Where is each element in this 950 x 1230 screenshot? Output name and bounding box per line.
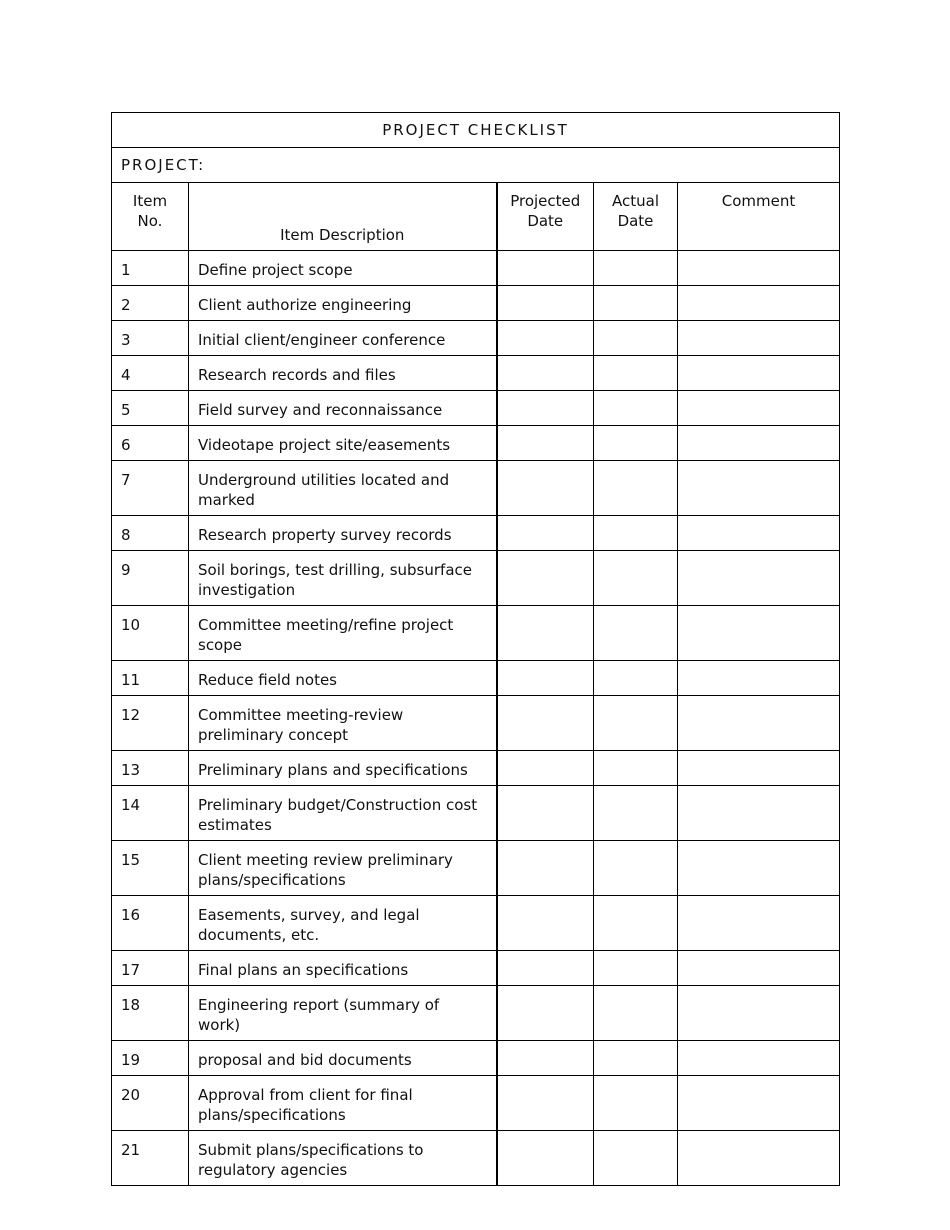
projected-date-cell[interactable] [497, 1131, 594, 1186]
table-row [112, 786, 840, 841]
projected-date-cell[interactable] [497, 251, 594, 286]
actual-date-cell[interactable] [594, 1076, 678, 1131]
item-number: 20 [112, 1076, 189, 1131]
comment-cell[interactable] [678, 951, 840, 986]
projected-date-cell[interactable] [497, 786, 594, 841]
table-row [112, 426, 840, 461]
project-row [112, 148, 840, 183]
table-row [112, 1041, 840, 1076]
comment-cell[interactable] [678, 986, 840, 1041]
comment-cell[interactable] [678, 1131, 840, 1186]
item-number: 19 [112, 1041, 189, 1076]
project-checklist-table [111, 112, 840, 1186]
actual-date-header-line-2: Date [617, 212, 654, 230]
item-description: Preliminary budget/Construction cost estimates [189, 786, 497, 841]
projected-date-cell[interactable] [497, 606, 594, 661]
comment-cell[interactable] [678, 841, 840, 896]
item-description: Easements, survey, and legal documents, etc. [189, 896, 497, 951]
table-row [112, 896, 840, 951]
table-row [112, 841, 840, 896]
comment-cell[interactable] [678, 286, 840, 321]
table-row [112, 1076, 840, 1131]
actual-date-cell[interactable] [594, 461, 678, 516]
item-description: Committee meeting/refine project scope [189, 606, 497, 661]
item-number: 21 [112, 1131, 189, 1186]
table-row [112, 606, 840, 661]
projected-date-cell[interactable] [497, 661, 594, 696]
actual-date-cell[interactable] [594, 896, 678, 951]
item-description: Initial client/engineer conference [189, 321, 497, 356]
item-number: 8 [112, 516, 189, 551]
comment-cell[interactable] [678, 786, 840, 841]
comment-cell[interactable] [678, 321, 840, 356]
table-row [112, 661, 840, 696]
item-description: Client meeting review preliminary plans/specifications [189, 841, 497, 896]
item-number: 9 [112, 551, 189, 606]
actual-date-cell[interactable] [594, 786, 678, 841]
projected-date-cell[interactable] [497, 696, 594, 751]
comment-cell[interactable] [678, 896, 840, 951]
table-row [112, 951, 840, 986]
item-number: 4 [112, 356, 189, 391]
item-description: Research records and files [189, 356, 497, 391]
item-no-header [112, 183, 189, 251]
actual-date-cell[interactable] [594, 516, 678, 551]
projected-date-cell[interactable] [497, 356, 594, 391]
comment-cell[interactable] [678, 461, 840, 516]
item-description: Soil borings, test drilling, subsurface investigation [189, 551, 497, 606]
table-row [112, 986, 840, 1041]
actual-date-header [594, 183, 678, 251]
item-description: Committee meeting-review preliminary concept [189, 696, 497, 751]
projected-date-cell[interactable] [497, 1076, 594, 1131]
projected-date-cell[interactable] [497, 391, 594, 426]
actual-date-cell[interactable] [594, 426, 678, 461]
item-description: Final plans an specifications [189, 951, 497, 986]
actual-date-header-line-1: Actual [612, 192, 659, 210]
actual-date-cell[interactable] [594, 1041, 678, 1076]
project-label: PROJECT: [112, 148, 840, 183]
projected-date-cell[interactable] [497, 1041, 594, 1076]
table-row [112, 516, 840, 551]
actual-date-cell[interactable] [594, 606, 678, 661]
comment-cell[interactable] [678, 251, 840, 286]
comment-cell[interactable] [678, 516, 840, 551]
item-number: 18 [112, 986, 189, 1041]
comment-cell[interactable] [678, 356, 840, 391]
item-number: 7 [112, 461, 189, 516]
actual-date-cell[interactable] [594, 751, 678, 786]
projected-date-cell[interactable] [497, 751, 594, 786]
actual-date-cell[interactable] [594, 986, 678, 1041]
item-description: Videotape project site/easements [189, 426, 497, 461]
item-number: 13 [112, 751, 189, 786]
item-description: Submit plans/specifications to regulatory agencies [189, 1131, 497, 1186]
item-description: Engineering report (summary of work) [189, 986, 497, 1041]
projected-date-cell[interactable] [497, 551, 594, 606]
item-no-header-line-1: Item [132, 192, 168, 210]
comment-cell[interactable] [678, 1076, 840, 1131]
comment-cell[interactable] [678, 751, 840, 786]
item-number: 16 [112, 896, 189, 951]
item-number: 5 [112, 391, 189, 426]
table-row [112, 751, 840, 786]
item-description: Approval from client for final plans/specifications [189, 1076, 497, 1131]
projected-date-cell[interactable] [497, 321, 594, 356]
comment-cell[interactable] [678, 661, 840, 696]
actual-date-cell[interactable] [594, 321, 678, 356]
item-description: Field survey and reconnaissance [189, 391, 497, 426]
table-row [112, 356, 840, 391]
projected-date-header-line-1: Projected [510, 192, 581, 210]
projected-date-cell[interactable] [497, 426, 594, 461]
comment-cell[interactable] [678, 426, 840, 461]
projected-date-cell[interactable] [497, 896, 594, 951]
actual-date-cell[interactable] [594, 286, 678, 321]
item-number: 2 [112, 286, 189, 321]
actual-date-cell[interactable] [594, 696, 678, 751]
projected-date-cell[interactable] [497, 841, 594, 896]
actual-date-cell[interactable] [594, 661, 678, 696]
item-number: 10 [112, 606, 189, 661]
table-row [112, 461, 840, 516]
item-number: 12 [112, 696, 189, 751]
actual-date-cell[interactable] [594, 951, 678, 986]
item-description: Reduce field notes [189, 661, 497, 696]
projected-date-cell[interactable] [497, 951, 594, 986]
projected-date-cell[interactable] [497, 516, 594, 551]
table-row [112, 551, 840, 606]
title-row [112, 113, 840, 148]
comment-cell[interactable] [678, 1041, 840, 1076]
item-number: 6 [112, 426, 189, 461]
item-description: Client authorize engineering [189, 286, 497, 321]
header-row [112, 183, 840, 251]
item-description: Research property survey records [189, 516, 497, 551]
projected-date-cell[interactable] [497, 286, 594, 321]
comment-cell[interactable] [678, 606, 840, 661]
item-description: Underground utilities located and marked [189, 461, 497, 516]
item-description: proposal and bid documents [189, 1041, 497, 1076]
item-number: 11 [112, 661, 189, 696]
projected-date-header [497, 183, 594, 251]
item-description-header: Item Description [189, 183, 497, 251]
actual-date-cell[interactable] [594, 251, 678, 286]
item-number: 14 [112, 786, 189, 841]
projected-date-cell[interactable] [497, 461, 594, 516]
table-row [112, 251, 840, 286]
comment-header: Comment [678, 183, 840, 251]
comment-cell[interactable] [678, 696, 840, 751]
item-description: Define project scope [189, 251, 497, 286]
actual-date-cell[interactable] [594, 391, 678, 426]
item-number: 15 [112, 841, 189, 896]
table-row [112, 696, 840, 751]
comment-cell[interactable] [678, 391, 840, 426]
item-number: 3 [112, 321, 189, 356]
projected-date-header-line-2: Date [527, 212, 564, 230]
item-number: 1 [112, 251, 189, 286]
actual-date-cell[interactable] [594, 841, 678, 896]
actual-date-cell[interactable] [594, 551, 678, 606]
table-row [112, 1131, 840, 1186]
item-no-header-line-2: No. [137, 212, 163, 230]
projected-date-cell[interactable] [497, 986, 594, 1041]
item-number: 17 [112, 951, 189, 986]
table-row [112, 391, 840, 426]
table-row [112, 321, 840, 356]
item-description: Preliminary plans and specifications [189, 751, 497, 786]
comment-cell[interactable] [678, 551, 840, 606]
table-row [112, 286, 840, 321]
actual-date-cell[interactable] [594, 356, 678, 391]
document-title: PROJECT CHECKLIST [112, 113, 840, 148]
actual-date-cell[interactable] [594, 1131, 678, 1186]
